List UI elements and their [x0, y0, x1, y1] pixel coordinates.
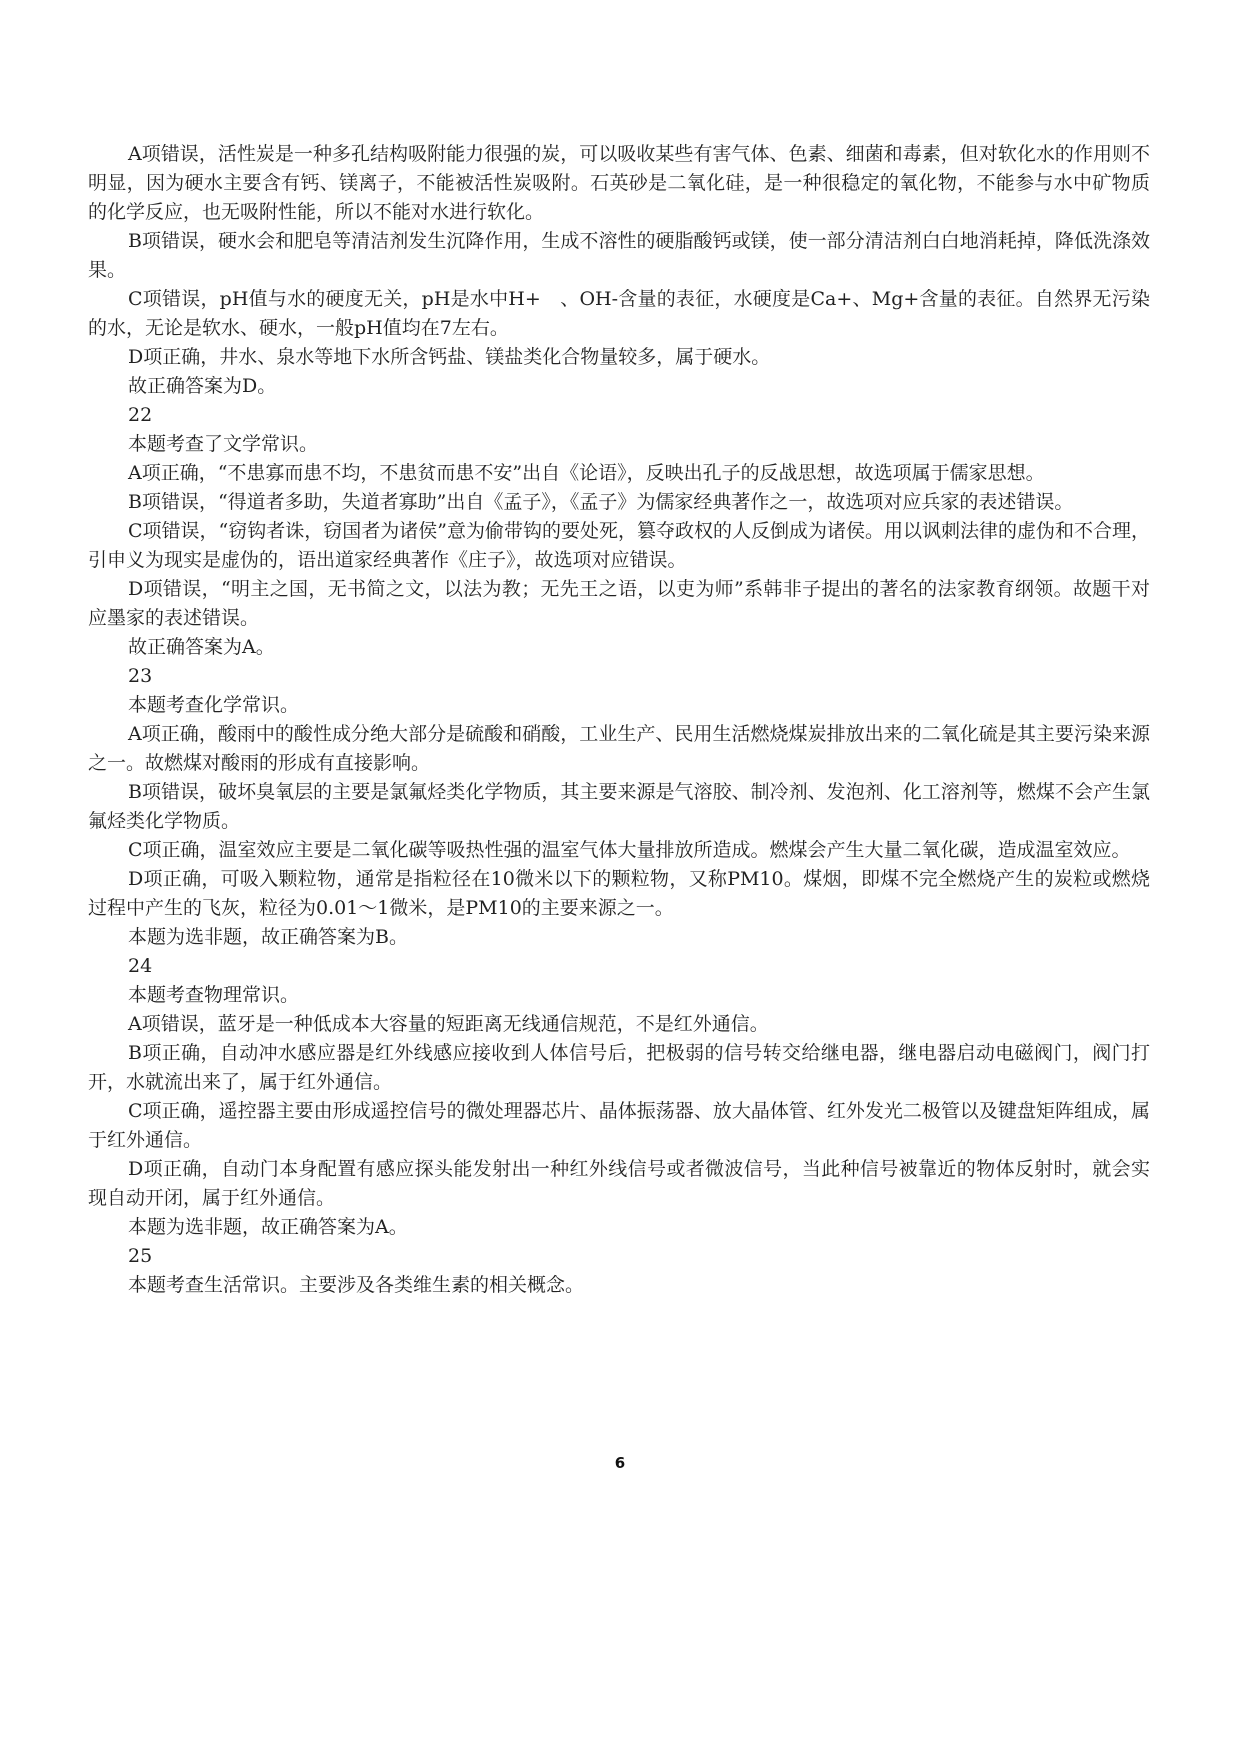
paragraph-q23-option-a: A项正确，酸雨中的酸性成分绝大部分是硫酸和硝酸，工业生产、民用生活燃烧煤炭排放出来的二氧化硫是其主要污染来源之一。故燃煤对酸雨的形成有直接影响。	[88, 723, 1150, 774]
paragraph-q22-topic: 本题考查了文学常识。	[128, 433, 319, 455]
question-number-25: 25	[128, 1245, 153, 1267]
paragraph-q22-option-c: C项错误，“窃钩者诛，窃国者为诸侯”意为偷带钩的要处死，篡夺政权的人反倒成为诸侯。用以讽刺法律的虚伪和不合理，引申义为现实是虚伪的，语出道家经典著作《庄子》，故选项对应错误。	[88, 520, 1150, 571]
paragraph-q23-option-b: B项错误，破坏臭氧层的主要是氯氟烃类化学物质，其主要来源是气溶胶、制冷剂、发泡剂、化工溶剂等，燃煤不会产生氯氟烃类化学物质。	[88, 781, 1150, 832]
paragraph-q25-topic: 本题考查生活常识。主要涉及各类维生素的相关概念。	[128, 1274, 585, 1296]
paragraph-q21-answer: 故正确答案为D。	[128, 375, 277, 397]
paragraph-q24-option-a: A项错误，蓝牙是一种低成本大容量的短距离无线通信规范，不是红外通信。	[128, 1013, 769, 1035]
paragraph-q23-option-d: D项正确，可吸入颗粒物，通常是指粒径在10微米以下的颗粒物，又称PM10。煤烟，即煤不完全燃烧产生的炭粒或燃烧过程中产生的飞灰，粒径为0.01～1微米，是PM10的主要来源之一。	[88, 868, 1150, 919]
question-number-24: 24	[128, 955, 153, 977]
paragraph-q21-option-d: D项正确，井水、泉水等地下水所含钙盐、镁盐类化合物量较多，属于硬水。	[128, 346, 771, 368]
paragraph-q24-option-c: C项正确，遥控器主要由形成遥控信号的微处理器芯片、晶体振荡器、放大晶体管、红外发光二极管以及键盘矩阵组成，属于红外通信。	[88, 1100, 1150, 1151]
paragraph-q22-option-b: B项错误，“得道者多助，失道者寡助”出自《孟子》，《孟子》为儒家经典著作之一，故选项对应兵家的表述错误。	[128, 491, 1074, 513]
paragraph-q21-option-a: A项错误，活性炭是一种多孔结构吸附能力很强的炭，可以吸收某些有害气体、色素、细菌和毒素，但对软化水的作用则不明显，因为硬水主要含有钙、镁离子，不能被活性炭吸附。石英砂是二氧化硅，是一种很稳定的氧化物，不能参与水中矿物质的化学反应，也无吸附性能，所以不能对水进行软化。	[88, 143, 1150, 223]
paragraph-q24-answer: 本题为选非题，故正确答案为A。	[128, 1216, 408, 1238]
paragraph-q21-option-c: C项错误，pH值与水的硬度无关，pH是水中H+ 、OH-含量的表征，水硬度是Ca+、Mg+含量的表征。自然界无污染的水，无论是软水、硬水，一般pH值均在7左右。	[88, 288, 1150, 339]
paragraph-q23-answer: 本题为选非题，故正确答案为B。	[128, 926, 408, 948]
paragraph-q21-option-b: B项错误，硬水会和肥皂等清洁剂发生沉降作用，生成不溶性的硬脂酸钙或镁，使一部分清洁剂白白地消耗掉，降低洗涤效果。	[88, 230, 1150, 281]
paragraph-q22-option-a: A项正确，“不患寡而患不均，不患贫而患不安”出自《论语》，反映出孔子的反战思想，故选项属于儒家思想。	[128, 462, 1045, 484]
paragraph-q24-option-d: D项正确，自动门本身配置有感应探头能发射出一种红外线信号或者微波信号，当此种信号被靠近的物体反射时，就会实现自动开闭，属于红外通信。	[88, 1158, 1150, 1209]
paragraph-q23-option-c: C项正确，温室效应主要是二氧化碳等吸热性强的温室气体大量排放所造成。燃煤会产生大量二氧化碳，造成温室效应。	[128, 839, 1131, 861]
question-number-22: 22	[128, 404, 153, 426]
paragraph-q24-option-b: B项正确，自动冲水感应器是红外线感应接收到人体信号后，把极弱的信号转交给继电器，继电器启动电磁阀门，阀门打开，水就流出来了，属于红外通信。	[88, 1042, 1150, 1093]
paragraph-q22-answer: 故正确答案为A。	[128, 636, 275, 658]
paragraph-q22-option-d: D项错误，“明主之国，无书简之文，以法为教；无先王之语，以吏为师”系韩非子提出的著名的法家教育纲领。故题干对应墨家的表述错误。	[88, 578, 1150, 629]
page-number: 6	[614, 1454, 626, 1472]
document-body	[88, 140, 1150, 1300]
question-number-23: 23	[128, 665, 153, 687]
paragraph-q24-topic: 本题考查物理常识。	[128, 984, 300, 1006]
paragraph-q23-topic: 本题考查化学常识。	[128, 694, 300, 716]
